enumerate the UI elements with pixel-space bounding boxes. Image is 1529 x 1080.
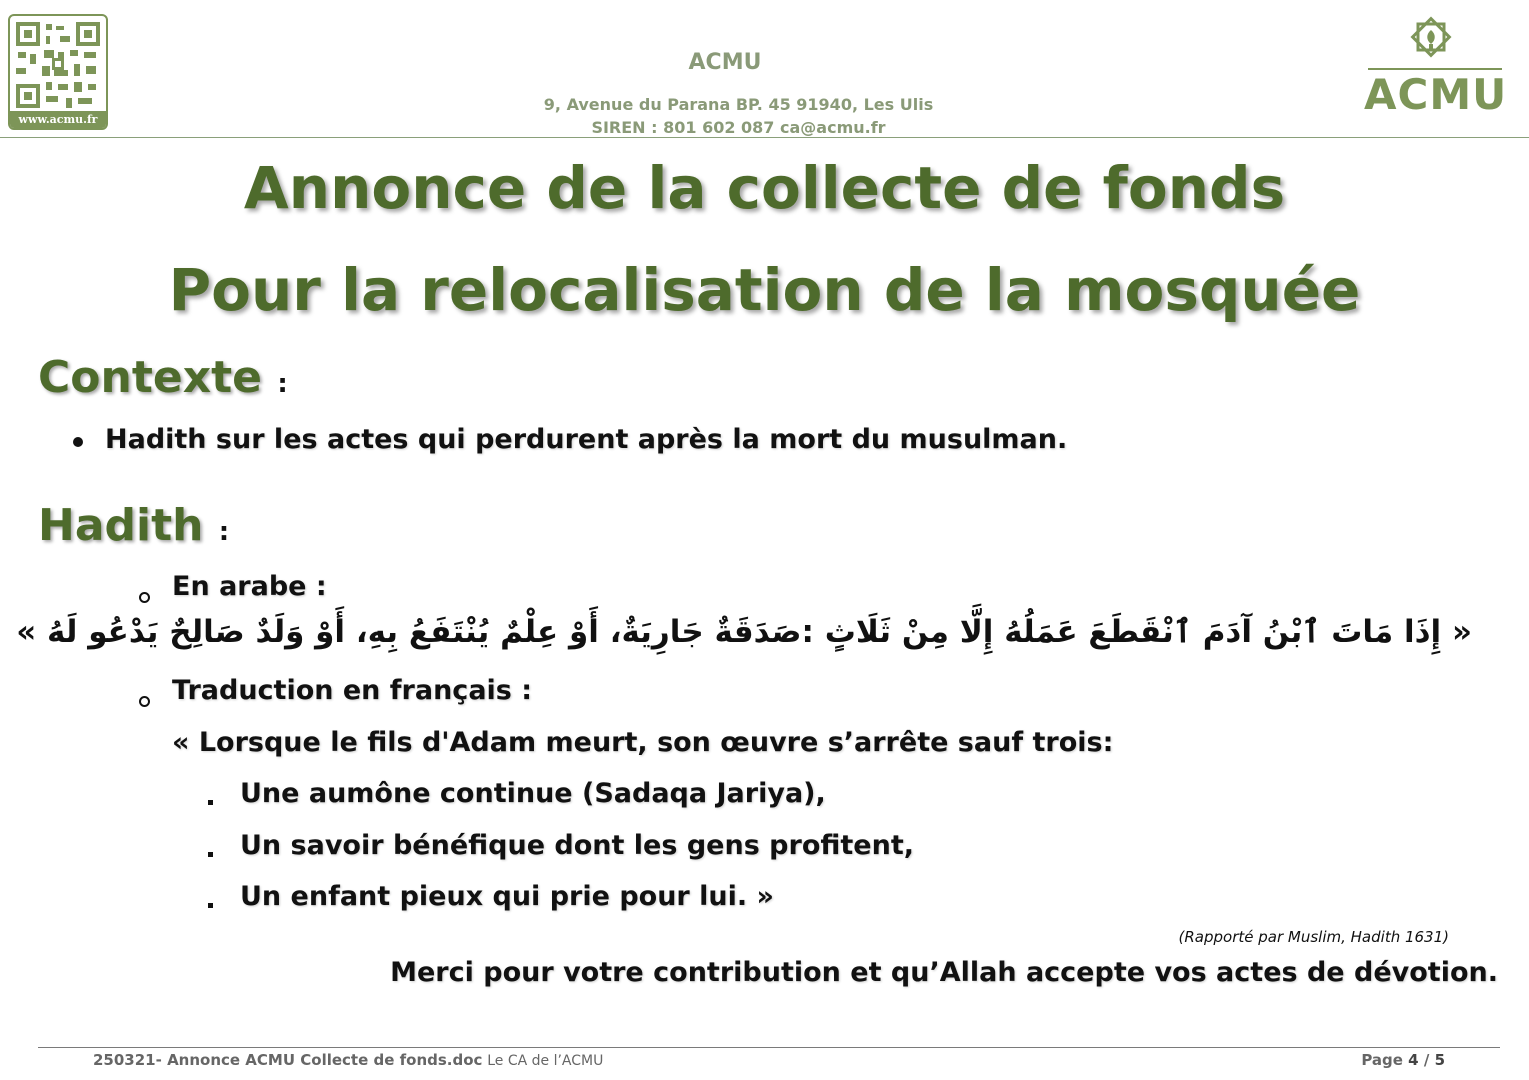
square-bullet-icon (208, 800, 213, 805)
logo-text: ACMU (1364, 70, 1508, 119)
mosque-star-icon (1408, 14, 1454, 64)
arabic-label: En arabe : (172, 571, 327, 602)
bullet-icon (73, 437, 83, 447)
contexte-heading (38, 352, 288, 403)
page-separator: / (1423, 1051, 1430, 1069)
title-line-2: Pour la relocalisation de la mosquée (168, 256, 1361, 324)
list-item: Un savoir bénéfique dont les gens profitent, (240, 830, 914, 861)
square-bullet-icon (208, 903, 213, 908)
list-item: Un enfant pieux qui prie pour lui. » (240, 881, 774, 912)
translation-label: Traduction en français : (172, 675, 533, 706)
list-item: Une aumône continue (Sadaqa Jariya), (240, 778, 826, 809)
hadith-heading-colon: : (218, 517, 230, 547)
contexte-heading-text: Contexte (38, 352, 262, 403)
page-label: Page (1361, 1051, 1403, 1069)
page-total: 5 (1434, 1051, 1445, 1069)
footer-document-info (93, 1051, 603, 1069)
header-siren: SIREN : 801 602 087 ca@acmu.fr (591, 118, 886, 137)
hadith-heading-text: Hadith (38, 500, 204, 551)
arabic-text: « إِذَا مَاتَ ٱبْنُ آدَمَ ٱنْقَطَعَ عَمَلُهُ إِلَّا مِنْ ثَلَاثٍ :صَدَقَةٌ جَارِيَةٌ، أَوْ عِلْمٌ يُنْتَفَعُ بِهِ، أَوْ وَلَدٌ صَالِحٌ يَدْعُو لَهُ » (16, 614, 1472, 650)
page-current: 4 (1408, 1051, 1419, 1069)
header-rule (0, 137, 1529, 138)
circle-bullet-icon (139, 592, 150, 603)
closing-message: Merci pour votre contribution et qu’Allah accepte vos actes de dévotion. (390, 957, 1498, 988)
header-org-name: ACMU (688, 50, 762, 75)
hadith-heading (38, 500, 229, 551)
footer-filename: 250321- Annonce ACMU Collecte de fonds.doc (93, 1051, 483, 1069)
contexte-heading-colon: : (277, 369, 288, 399)
title-line-1: Annonce de la collecte de fonds (243, 154, 1286, 222)
hadith-source: (Rapporté par Muslim, Hadith 1631) (1178, 928, 1449, 946)
square-bullet-icon (208, 852, 213, 857)
header-address: 9, Avenue du Parana BP. 45 91940, Les Ulis (543, 95, 934, 114)
footer-page-number (1361, 1051, 1445, 1069)
footer-rule (38, 1047, 1500, 1048)
circle-bullet-icon (139, 696, 150, 707)
qr-url: www.acmu.fr (10, 111, 106, 128)
footer-author: Le CA de l’ACMU (487, 1053, 604, 1069)
translation-intro: « Lorsque le fils d'Adam meurt, son œuvre s’arrête sauf trois: (172, 727, 1114, 758)
contexte-item: Hadith sur les actes qui perdurent après la mort du musulman. (105, 424, 1068, 455)
